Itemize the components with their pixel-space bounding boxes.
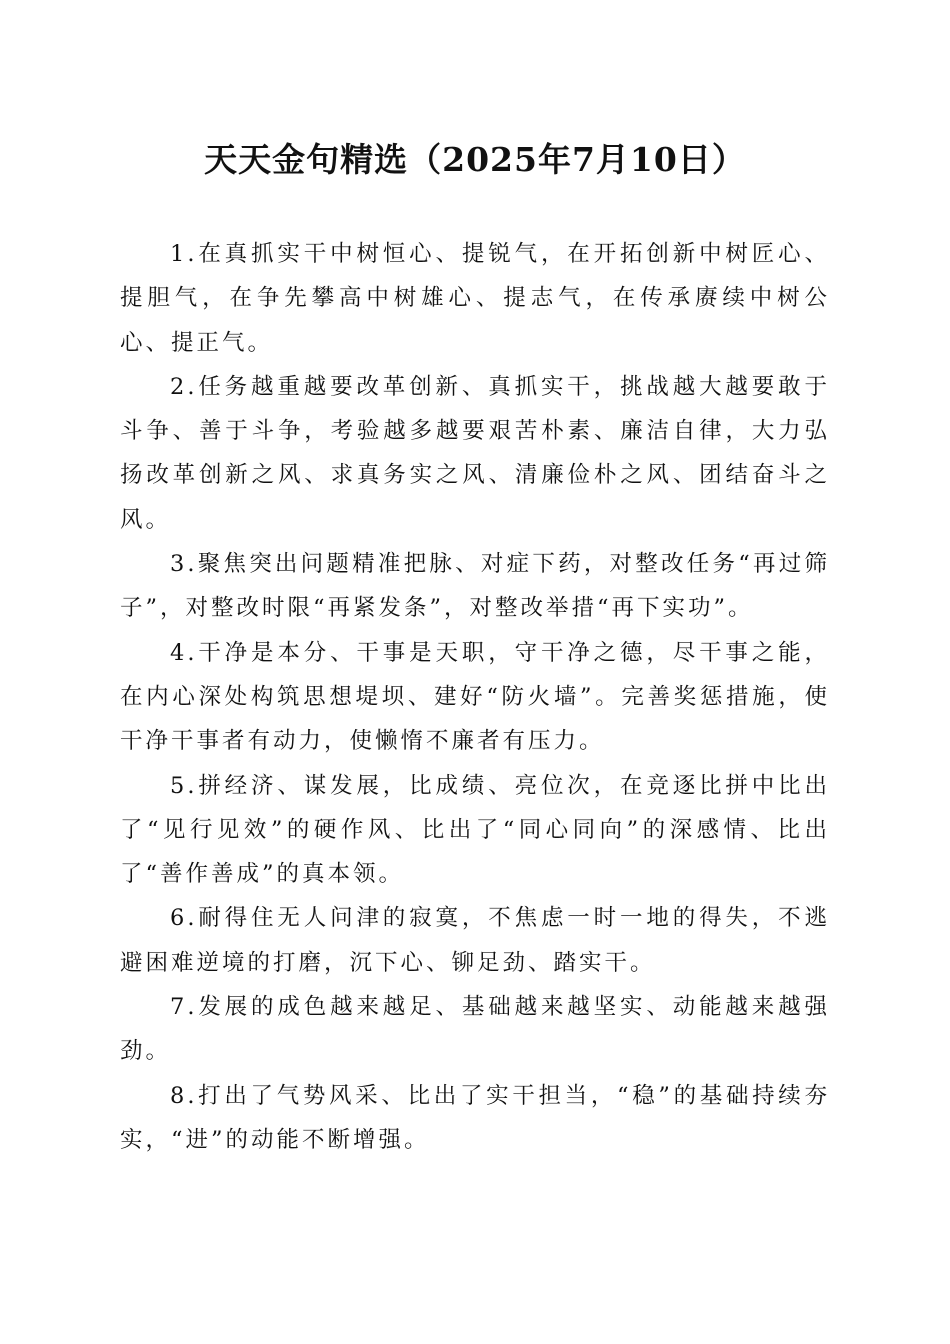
paragraph-4: 4.干净是本分、干事是天职，守干净之德，尽干事之能，在内心深处构筑思想堤坝、建好“防火墙”。完善奖惩措施，使干净干事者有动力，使懒惰不廉者有压力。 xyxy=(120,639,830,755)
paragraph-2: 2.任务越重越要改革创新、真抓实干，挑战越大越要敢于斗争、善于斗争，考验越多越要艰苦朴素、廉洁自律，大力弘扬改革创新之风、求真务实之风、清廉俭朴之风、团结奋斗之风。 xyxy=(120,373,830,533)
paragraph-1: 1.在真抓实干中树恒心、提锐气，在开拓创新中树匠心、提胆气，在争先攀高中树雄心、提志气，在传承赓续中树公心、提正气。 xyxy=(120,241,830,356)
paragraph-8: 8.打出了气势风采、比出了实干担当，“稳”的基础持续夯实，“进”的动能不断增强。 xyxy=(120,1082,830,1153)
paragraph-3: 3.聚焦突出问题精准把脉、对症下药，对整改任务“再过筛子”，对整改时限“再紧发条”，对整改举措“再下实功”。 xyxy=(120,551,830,622)
document-body xyxy=(120,232,830,1162)
paragraph-5: 5.拼经济、谋发展，比成绩、亮位次，在竞逐比拼中比出了“见行见效”的硬作风、比出了“同心同向”的深感情、比出了“善作善成”的真本领。 xyxy=(120,772,830,888)
paragraph-6: 6.耐得住无人问津的寂寞，不焦虑一时一地的得失，不逃避困难逆境的打磨，沉下心、铆足劲、踏实干。 xyxy=(120,905,830,976)
document-title: 天天金句精选（2025年7月10日） xyxy=(204,140,746,179)
paragraph-7: 7.发展的成色越来越足、基础越来越坚实、动能越来越强劲。 xyxy=(120,994,830,1065)
